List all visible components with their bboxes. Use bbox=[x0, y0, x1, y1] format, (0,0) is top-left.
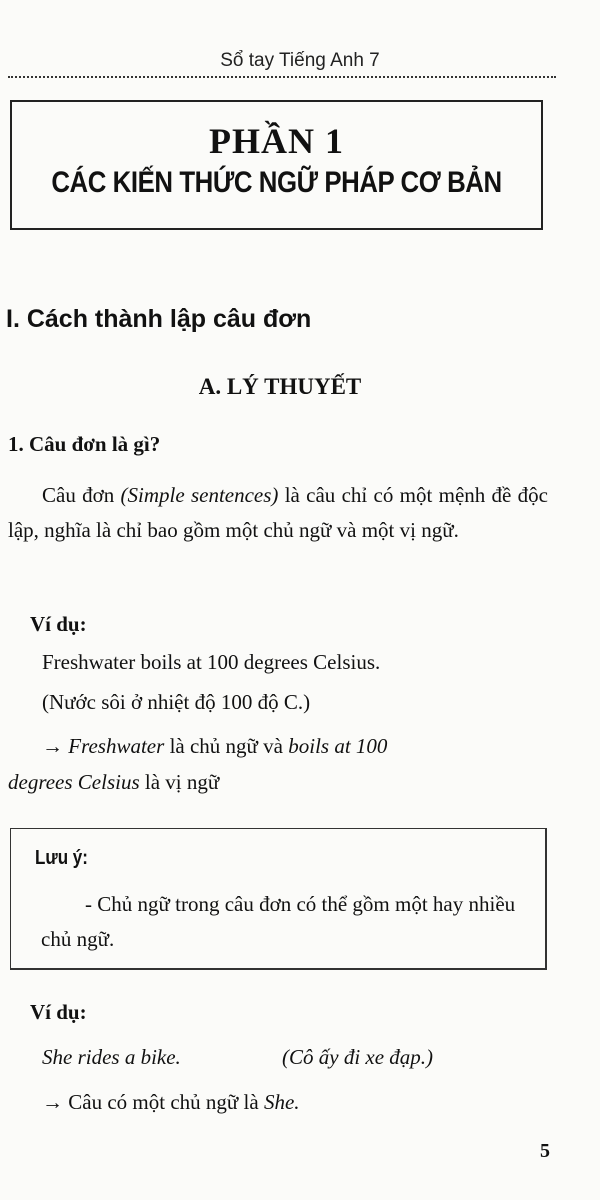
example1-label: Ví dụ: bbox=[30, 612, 87, 636]
example2-explanation-text: Câu có một chủ ngữ là bbox=[63, 1090, 264, 1114]
example1-subject: Freshwater bbox=[68, 734, 165, 758]
part-title: CÁC KIẾN THỨC NGỮ PHÁP CƠ BẢN bbox=[51, 166, 502, 199]
note-box bbox=[10, 828, 547, 970]
running-header: Sổ tay Tiếng Anh 7 bbox=[220, 50, 380, 71]
example2-label: Ví dụ: bbox=[30, 1000, 87, 1024]
example2-translation: (Cô ấy đi xe đạp.) bbox=[282, 1045, 434, 1069]
example1-explanation-line1 bbox=[42, 734, 387, 759]
definition-text-before: Câu đơn bbox=[42, 483, 121, 507]
example1-end-text: là vị ngữ bbox=[139, 770, 220, 794]
example1-predicate-part2: degrees Celsius bbox=[8, 770, 140, 794]
header-dotted-rule bbox=[8, 76, 556, 78]
question-heading: 1. Câu đơn là gì? bbox=[8, 432, 161, 456]
note-text: - Chủ ngữ trong câu đơn có thể gồm một hay nhiều chủ ngữ. bbox=[41, 892, 516, 951]
example1-translation: (Nước sôi ở nhiệt độ 100 độ C.) bbox=[42, 690, 311, 714]
arrow-icon: → bbox=[42, 1090, 63, 1114]
example2-explanation bbox=[42, 1090, 300, 1115]
part-title-box bbox=[10, 100, 543, 230]
example2-subject: She. bbox=[263, 1090, 300, 1114]
definition-paragraph bbox=[8, 478, 548, 548]
part-number: PHẦN 1 bbox=[209, 121, 344, 161]
definition-term: (Simple sentences) bbox=[120, 483, 279, 507]
example1-explanation-line2 bbox=[8, 770, 219, 795]
definition-text-after: là câu chỉ có một mệnh đề độc lập, nghĩa là chỉ bao gồm một chủ ngữ và một vị ngữ. bbox=[8, 483, 548, 542]
page-number: 5 bbox=[540, 1140, 550, 1162]
example1-predicate-part1: boils at 100 bbox=[288, 734, 388, 758]
arrow-icon: → bbox=[42, 734, 63, 758]
note-label: Lưu ý: bbox=[35, 847, 88, 869]
example1-mid-text: là chủ ngữ và bbox=[164, 734, 289, 758]
note-paragraph bbox=[41, 887, 531, 957]
section-heading: I. Cách thành lập câu đơn bbox=[6, 305, 312, 333]
example1-sentence: Freshwater boils at 100 degrees Celsius. bbox=[42, 650, 381, 674]
subsection-heading: A. LÝ THUYẾT bbox=[198, 374, 362, 399]
example2-sentence: She rides a bike. bbox=[42, 1045, 181, 1069]
